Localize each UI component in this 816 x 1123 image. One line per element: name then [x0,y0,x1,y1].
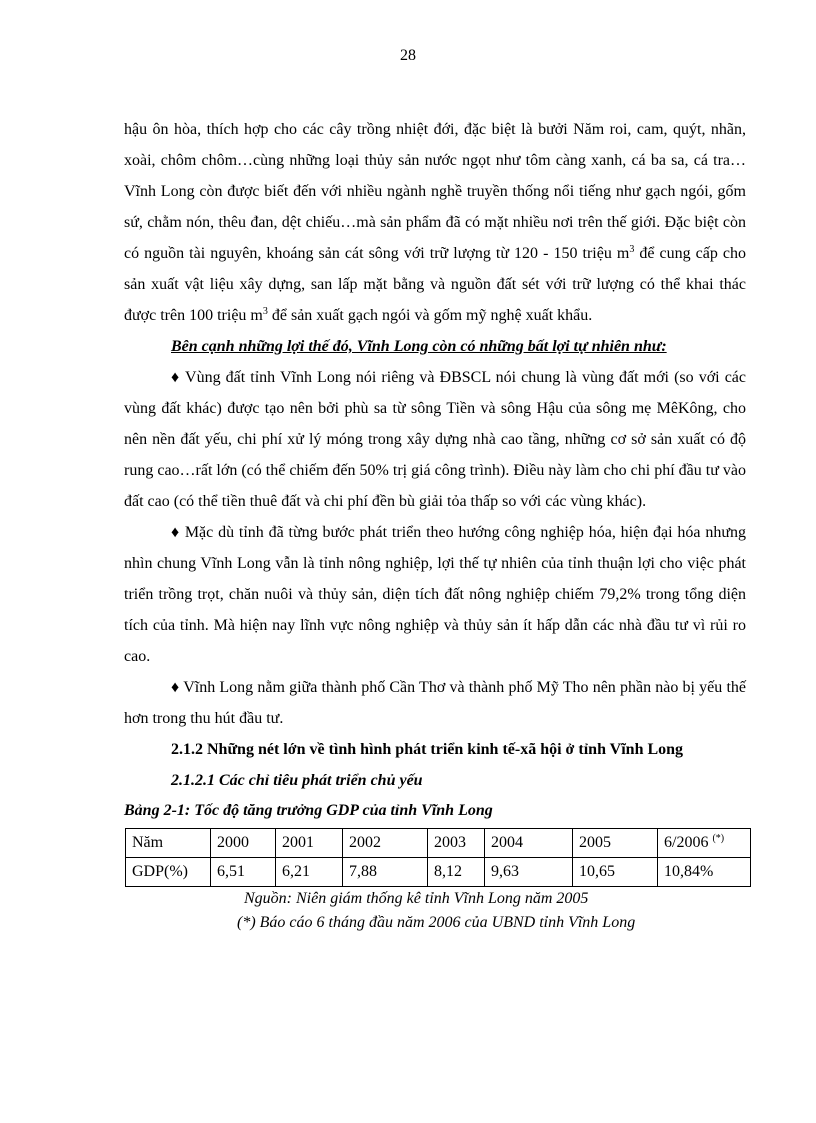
subsection-heading: 2.1.2.1 Các chỉ tiêu phát triển chủ yếu [171,772,423,789]
intro-text-1: hậu ôn hòa, thích hợp cho các cây trồng nhiệt đới, đặc biệt là bưởi Năm roi, cam, quýt, nhãn, xoài, chôm chôm…cùng những loại thủy sản nước ngọt như tôm càng xanh, cá ba sa, cá tra…Vĩnh Long còn được biết đến với nhiều ngành nghề truyền thống nổi tiếng như gạch ngói, gốm sứ, chằm nón, thêu đan, dệt chiếu…mà sản phẩm đã có mặt nhiều nơi trên thế giới. Đặc biệt còn có nguồn tài nguyên, khoáng sản cát sông với trữ lượng từ 120 - 150 triệu m [124,121,746,262]
table-cell-gdp: 9,63 [485,858,573,887]
bullet-paragraph-2: ♦ Mặc dù tỉnh đã từng bước phát triển theo hướng công nghiệp hóa, hiện đại hóa nhưng nhìn chung Vĩnh Long vẫn là tỉnh nông nghiệp, lợi thế tự nhiên của tỉnh thuận lợi cho việc phát triển trồng trọt, chăn nuôi và thủy sản, diện tích đất nông nghiệp chiếm 79,2% trong tổng diện tích của tỉnh. Mà hiện nay lĩnh vực nông nghiệp và thủy sản ít hấp dẫn các nhà đầu tư vì rủi ro cao. [124,524,746,665]
page-body [124,114,746,935]
intro-text-2: để cung cấp cho sản xuất vật liệu xây dựng, san lấp mặt bằng và nguồn đất sét với trữ lượng có thể khai thác được trên 100 triệu m [124,245,747,324]
disadvantage-heading: Bên cạnh những lợi thế đó, Vĩnh Long còn có những bất lợi tự nhiên như: [171,338,667,355]
source-note: Nguồn: Niên giám thống kê tỉnh Vĩnh Long năm 2005 [244,890,589,907]
table-note-marker: (*) [712,833,725,844]
gdp-growth-table [125,828,751,887]
section-heading: 2.1.2 Những nét lớn về tình hình phát triển kinh tế-xã hội ở tỉnh Vĩnh Long [171,741,684,758]
table-cell-year: 2005 [573,829,658,858]
page-number: 28 [400,47,416,64]
bullet-paragraph-1: ♦ Vùng đất tỉnh Vĩnh Long nói riêng và ĐBSCL nói chung là vùng đất mới (so với các vùng đất khác) được tạo nên bởi phù sa từ sông Tiền và sông Hậu của sông mẹ MêKông, cho nên nền đất yếu, chi phí xử lý móng trong xây dựng nhà cao tầng, những cơ sở sản xuất có độ rung cao…rất lớn (có thể chiếm đến 50% trị giá công trình). Điều này làm cho chi phí đầu tư vào đất cao (có thể tiền thuê đất và chi phí đền bù giải tỏa thấp so với các vùng khác). [124,369,746,510]
table-cell-year: 2000 [211,829,276,858]
table-cell-year: 2001 [276,829,343,858]
table-header-cell: GDP(%) [126,858,211,887]
superscript-cubic-1: 3 [629,244,635,255]
table-cell-gdp: 6,51 [211,858,276,887]
table-cell-year: 2004 [485,829,573,858]
intro-paragraph [124,114,746,331]
table-cell-gdp: 10,84% [658,858,751,887]
table-cell-year-label: 6/2006 [664,834,709,851]
table-header-cell: Năm [126,829,211,858]
table-cell-year: 2002 [343,829,428,858]
table-cell-gdp: 8,12 [428,858,485,887]
bullet-paragraph-3: ♦ Vĩnh Long nằm giữa thành phố Cần Thơ và thành phố Mỹ Tho nên phần nào bị yếu thế hơn trong thu hút đầu tư. [124,679,746,727]
table-cell-year [658,829,751,858]
intro-text-3: để sản xuất gạch ngói và gốm mỹ nghệ xuất khẩu. [267,307,593,324]
table-cell-gdp: 6,21 [276,858,343,887]
table-row-years [126,829,751,858]
table-row-gdp [126,858,751,887]
table-cell-gdp: 10,65 [573,858,658,887]
table-footnote: (*) Báo cáo 6 tháng đầu năm 2006 của UBND tỉnh Vĩnh Long [237,914,636,931]
table-caption: Bảng 2-1: Tốc độ tăng trưởng GDP của tỉnh Vĩnh Long [124,802,493,819]
table-cell-gdp: 7,88 [343,858,428,887]
superscript-cubic-2: 3 [262,306,268,317]
table-cell-year: 2003 [428,829,485,858]
